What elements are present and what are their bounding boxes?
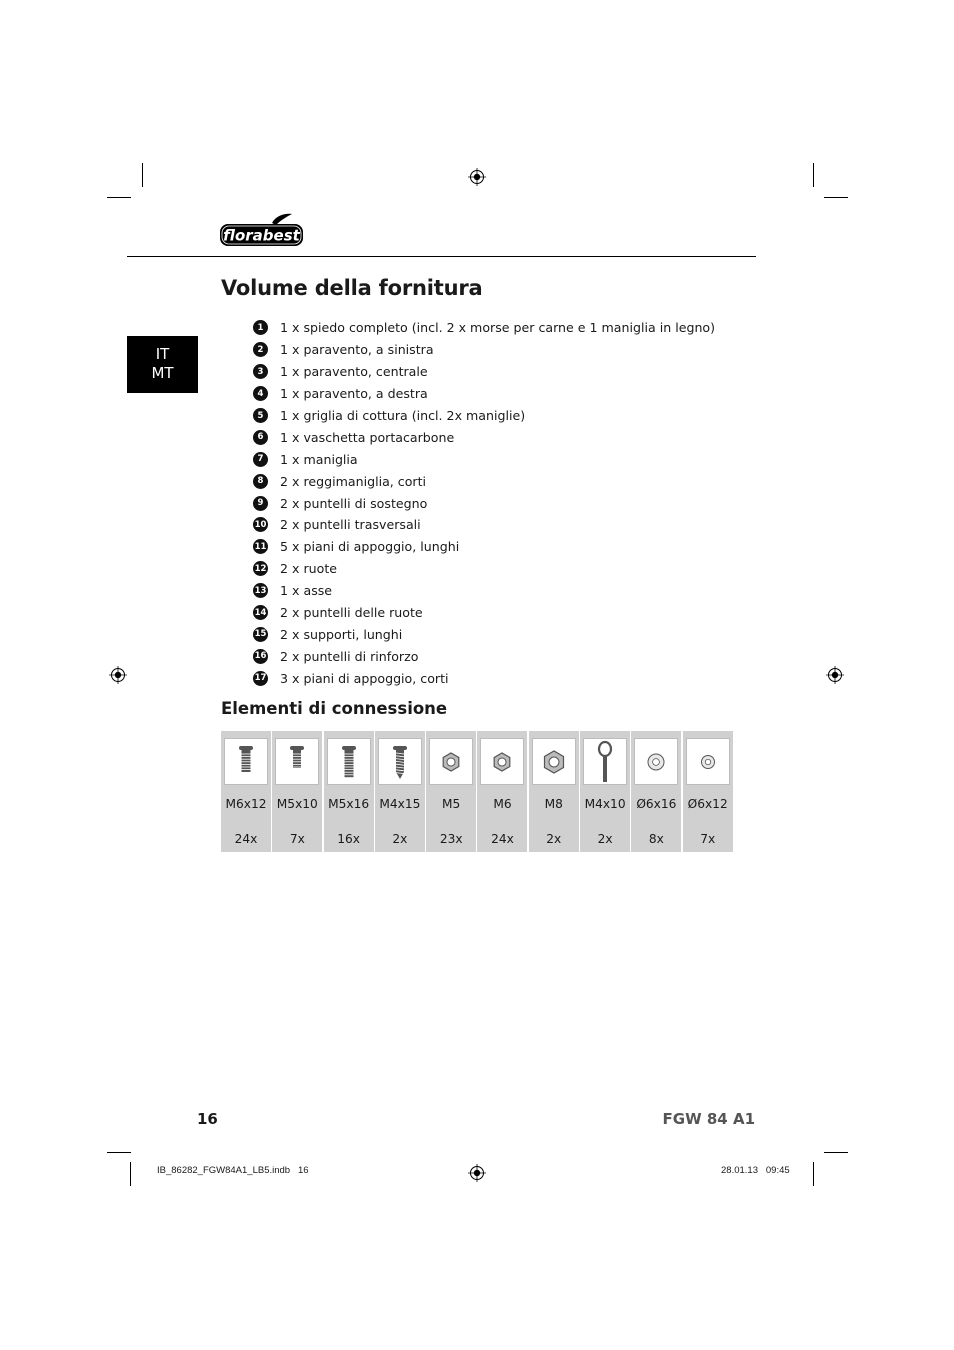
- item-number-badge: 4: [253, 386, 268, 401]
- list-item: [253, 361, 715, 383]
- item-text: 2 x puntelli di sostegno: [280, 495, 428, 511]
- item-number-badge: 12: [253, 561, 268, 576]
- item-number-badge: 1: [253, 320, 268, 335]
- connection-element-m6x12: [221, 731, 271, 852]
- bolt-icon: [327, 738, 371, 785]
- nut-icon: [532, 738, 576, 785]
- item-number-badge: 8: [253, 474, 268, 489]
- item-number-badge: 6: [253, 430, 268, 445]
- element-size: Ø6x12: [687, 797, 728, 811]
- list-item: [253, 536, 715, 558]
- list-item: [253, 492, 715, 514]
- nut-icon: [429, 738, 473, 785]
- language-code-mt: MT: [151, 364, 174, 382]
- list-item: [253, 645, 715, 667]
- connection-elements-table: [221, 731, 733, 852]
- item-number-badge: 11: [253, 539, 268, 554]
- connection-element-m5: [426, 731, 476, 852]
- crop-mark: [107, 197, 131, 198]
- list-item: [253, 602, 715, 624]
- element-size: M5x16: [328, 797, 370, 811]
- item-number-badge: 2: [253, 342, 268, 357]
- element-size: M4x15: [379, 797, 421, 811]
- element-quantity: 24x: [491, 832, 514, 846]
- item-text: 1 x maniglia: [280, 451, 358, 467]
- element-size: M4x10: [584, 797, 626, 811]
- section-title: Elementi di connessione: [221, 699, 448, 718]
- florabest-logo: [220, 213, 304, 247]
- page-number: 16: [197, 1110, 218, 1128]
- connection-element-m4x15: [375, 731, 425, 852]
- parts-list: [253, 317, 715, 689]
- item-text: 1 x spiedo completo (incl. 2 x morse per carne e 1 maniglia in legno): [280, 320, 716, 336]
- item-text: 1 x paravento, a sinistra: [280, 342, 434, 358]
- crop-mark: [142, 163, 143, 187]
- element-size: M5x10: [276, 797, 318, 811]
- item-number-badge: 14: [253, 605, 268, 620]
- element-quantity: 23x: [439, 832, 463, 846]
- item-number-badge: 16: [253, 649, 268, 664]
- list-item: [253, 339, 715, 361]
- registration-mark-icon: [468, 1164, 486, 1182]
- item-text: 1 x asse: [280, 583, 333, 599]
- item-text: 1 x paravento, centrale: [280, 364, 428, 380]
- item-number-badge: 13: [253, 583, 268, 598]
- item-text: 2 x puntelli di rinforzo: [280, 648, 419, 664]
- list-item: [253, 470, 715, 492]
- list-item: [253, 667, 715, 689]
- element-quantity: 16x: [337, 832, 360, 846]
- logo-text: florabest: [223, 226, 300, 245]
- connection-element-ø6x16: [631, 731, 681, 852]
- washer-icon: [686, 738, 730, 785]
- washer-icon: [634, 738, 678, 785]
- print-file-info: IB_86282_FGW84A1_LB5.indb 16: [157, 1165, 309, 1176]
- element-quantity: 8x: [648, 832, 664, 846]
- crop-mark: [813, 1162, 814, 1186]
- item-number-badge: 7: [253, 452, 268, 467]
- item-text: 2 x puntelli delle ruote: [280, 605, 423, 621]
- list-item: [253, 514, 715, 536]
- item-text: 3 x piani di appoggio, corti: [280, 670, 449, 686]
- bolt-icon: [275, 738, 319, 785]
- item-number-badge: 5: [253, 408, 268, 423]
- list-item: [253, 383, 715, 405]
- connection-element-m8: [529, 731, 579, 852]
- item-text: 1 x vaschetta portacarbone: [280, 429, 455, 445]
- screw-icon: [378, 738, 422, 785]
- connection-element-m5x10: [272, 731, 322, 852]
- registration-mark-icon: [109, 666, 127, 684]
- crop-mark: [813, 163, 814, 187]
- element-size: Ø6x16: [636, 797, 677, 811]
- item-text: 1 x griglia di cottura (incl. 2x maniglie): [280, 408, 526, 423]
- item-text: 2 x reggimaniglia, corti: [280, 473, 427, 489]
- item-text: 2 x supporti, lunghi: [280, 626, 403, 642]
- connection-element-m6: [477, 731, 527, 852]
- bolt-icon: [224, 738, 268, 785]
- element-size: M6x12: [225, 797, 267, 811]
- connection-element-m5x16: [324, 731, 374, 852]
- nut-icon: [480, 738, 524, 785]
- item-text: 2 x puntelli trasversali: [280, 517, 421, 533]
- eye-bolt-icon: [583, 738, 627, 785]
- element-quantity: 2x: [392, 832, 408, 846]
- language-tab: [127, 336, 198, 393]
- list-item: [253, 580, 715, 602]
- list-item: [253, 448, 715, 470]
- element-quantity: 7x: [289, 832, 305, 846]
- item-number-badge: 15: [253, 627, 268, 642]
- list-item: [253, 317, 715, 339]
- list-item: [253, 405, 715, 427]
- element-size: M5: [442, 797, 461, 811]
- element-quantity: 24x: [234, 832, 258, 846]
- item-number-badge: 10: [253, 517, 268, 532]
- element-quantity: 2x: [546, 832, 562, 846]
- item-number-badge: 17: [253, 671, 268, 686]
- list-item: [253, 426, 715, 448]
- item-number-badge: 9: [253, 496, 268, 511]
- crop-mark: [107, 1152, 131, 1153]
- list-item: [253, 558, 715, 580]
- connection-element-ø6x12: [683, 731, 733, 852]
- registration-mark-icon: [468, 168, 486, 186]
- page-title: Volume della fornitura: [221, 276, 483, 300]
- print-date-info: 28.01.13 09:45: [721, 1165, 790, 1176]
- model-number: FGW 84 A1: [662, 1110, 755, 1128]
- item-text: 2 x ruote: [280, 561, 338, 577]
- connection-element-m4x10: [580, 731, 630, 852]
- element-size: M8: [544, 797, 563, 811]
- language-code-it: IT: [155, 345, 170, 363]
- element-size: M6: [493, 797, 512, 811]
- item-text: 5 x piani di appoggio, lunghi: [280, 539, 460, 555]
- item-text: 1 x paravento, a destra: [280, 386, 428, 402]
- crop-mark: [824, 1152, 848, 1153]
- crop-mark: [130, 1162, 131, 1186]
- header-rule: [127, 256, 756, 257]
- registration-mark-icon: [826, 666, 844, 684]
- element-quantity: 2x: [597, 832, 613, 846]
- element-quantity: 7x: [700, 832, 716, 846]
- item-number-badge: 3: [253, 364, 268, 379]
- crop-mark: [824, 197, 848, 198]
- list-item: [253, 623, 715, 645]
